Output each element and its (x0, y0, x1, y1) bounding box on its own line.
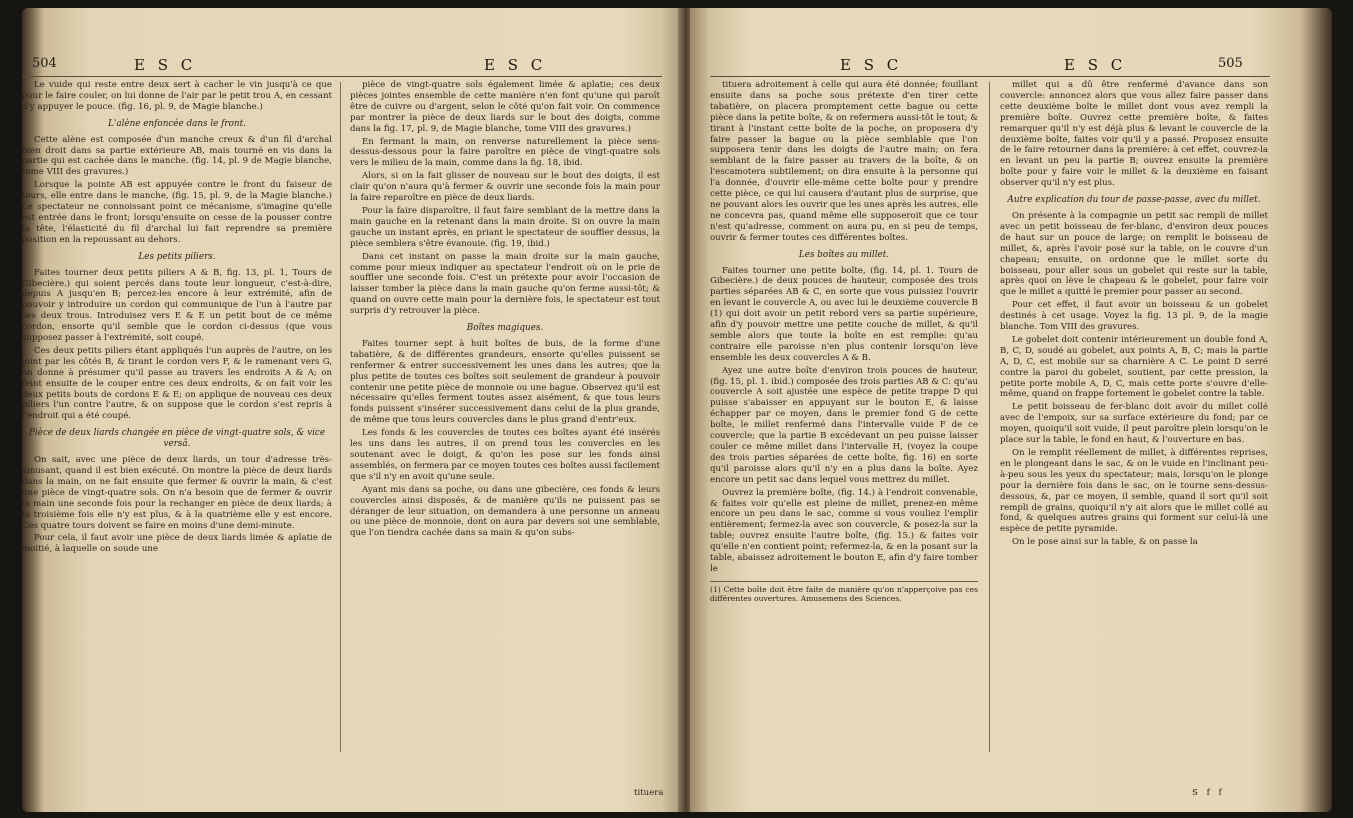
paragraph: millet qui a dû être renfermé d'avance dans son couvercle: annoncez alors que vous allez faire passer dans cette deuxième boîte le millet dont vous avez rempli la première boîte. Ouvrez cette première boîte, & faites remarquer qu'il n'y est déjà plus & levant le couvercle de la deuxième boîte, faites voir qu'il y a passé. Proposez ensuite de le faire retourner dans la première: à cet effet, couvrez-la en levant un peu la partie B; ouvrez ensuite la première boîte pour y faire voir le millet & la deuxième en faisant observer qu'il n'y est plus. (1000, 80, 1268, 189)
column-rule (989, 82, 990, 752)
header-rule (710, 76, 1270, 77)
paragraph: Lorsque la pointe AB est appuyée contre le front du faiseur de tours, elle entre dans le manche, (fig. 15, pl. 9, de la Magie blanche.) Le spectateur ne connoissant point ce mécanisme, s'imagine qu'elle est entrée dans le front; lorsqu'ensuite on cesse de la pousser contre la tête, l'élasticité du fil d'archal lui fait reprendre sa première position en la repoussant au dehors. (22, 180, 332, 245)
paragraph: On présente à la compagnie un petit sac rempli de millet avec un petit boisseau de fer-blanc, d'environ deux pouces de haut sur un pouce de large; on remplit le boisseau de millet, &, après l'avoir posé sur la table, on le couvre d'un chapeau; ensuite, on ordonne que le millet sorte du boisseau, pour aller sous un gobelet qui reste sur la table, après quoi on lève le chapeau & le gobelet, pour faire voir que le millet a quitté le premier pour passer au second. (1000, 210, 1268, 298)
paragraph: Les fonds & les couvercles de toutes ces boîtes ayant été insérés les uns dans les autres, il on prend tous les couvercles en les soutenant avec le doigt, & qu'on les pose sur les fonds ainsi assemblés, on fermera par ce moyen toutes ces boîtes aussi facilement que s'il n'y en avoit qu'une seule. (350, 428, 660, 482)
section-heading: Pièce de deux liards changée en pièce de vingt-quatre sols, & vice versâ. (28, 428, 326, 450)
paragraph: pièce de vingt-quatre sols également limée & aplatie; ces deux pièces jointes ensemble de cette manière n'en font qu'une qui paroît être de cuivre ou d'argent, selon le côté qu'on fait voir. On commence par montrer la pièce de deux liards sur le bout des doigts, comme dans la fig. 17, pl. 9, de Magie blanche, tome VIII des gravures.) (350, 80, 660, 134)
paragraph: On sait, avec une pièce de deux liards, un tour d'adresse très-amusant, quand il est bien exécuté. On montre la pièce de deux liards dans la main, on ne fait ensuite que fermer & ouvrir la main, & c'est une pièce de vingt-quatre sols. On n'a besoin que de fermer & ouvrir la main une seconde fois pour la rechanger en pièce de deux liards; à la troisième fois elle n'y est plus, & à la quatrième elle y est encore. Ces quatre tours doivent se faire en moins d'une demi-minute. (22, 455, 332, 531)
paragraph: Ces deux petits piliers étant appliqués l'un auprès de l'autre, on les joint par les côtés B, & tirant le cordon vers F, & le ramenant vers G, on donne à présumer qu'il passe au travers les endroits A & A; on feint ensuite de le couper entre ces deux endroits, & on fait voir les deux petits bouts de cordons E & E; on applique de nouveau ces deux piliers l'un contre l'autre, & on suppose que le cordon s'est repris à l'endroit qui a été coupé. (22, 345, 332, 422)
signature-mark: S f f (1192, 788, 1225, 798)
running-head: E S C (134, 56, 197, 74)
paragraph: Le gobelet doit contenir intérieurement un double fond A, B, C, D, soudé au gobelet, aux points A, B, C; mais la partie A, D, C, est mobile sur sa charnière A C. Le point D serré contre la paroi du gobelet, soutient, par cette pression, la petite porte mobile A, D, C, mais cette porte s'ouvre d'elle-même, quand on frappe fortement le gobelet contre la table. (1000, 334, 1268, 400)
paragraph: Le vuide qui reste entre deux sert à cacher le vin jusqu'à ce que pour le faire couler, on lui donne de l'air par le petit trou A, en cessant d'y appuyer le pouce. (fig. 16, pl. 9, de Magie blanche.) (22, 80, 332, 112)
paragraph: Pour cet effet, il faut avoir un boisseau & un gobelet destinés à cet usage. Voyez la fig. 13 pl. 9, de la magie blanche. Tom VIII des gravures. (1000, 300, 1268, 333)
text-column (1000, 80, 1268, 550)
running-head: E S C (840, 56, 903, 74)
section-heading: L'alène enfoncée dans le front. (108, 118, 246, 129)
paragraph: Pour cela, il faut avoir une pièce de deux liards limée & aplatie de moitié, à laquelle on soude une (22, 533, 332, 555)
text-column (22, 80, 332, 557)
paragraph: Faites tourner sept à huit boîtes de buis, de la forme d'une tabatière, & de différentes grandeurs, ensorte qu'elles puissent se renfermer & entrer successivement les unes dans les autres; que la plus petite de toutes ces boîtes soit seulement de grandeur à pouvoir contenir une petite pièce de monnoie ou une bague. Observez qu'il est nécessaire qu'elles ferment toutes assez aisément, & que tous leurs fonds puissent s'insérer successivement dans celui de la plus grande, de même que tous leurs couvercles dans le plus grand d'entr'eux. (350, 338, 660, 426)
open-book (22, 8, 1332, 812)
paragraph: Cette alène est composée d'un manche creux & d'un fil d'archal bien droit dans sa partie extérieure AB, mais tourné en vis dans la partie qui est cachée dans le manche. (fig. 14, pl. 9 de Magie blanche, tome VIII des gravures.) (22, 134, 332, 178)
paragraph: En fermant la main, on renverse naturellement la pièce sens-dessus-dessous pour la faire paroître en pièce de vingt-quatre sols vers le milieu de la main, comme dans la fig. 18, ibid. (350, 136, 660, 169)
page-number: 504 (32, 56, 57, 71)
text-column (710, 80, 978, 604)
running-head: E S C (1064, 56, 1127, 74)
running-head: E S C (484, 56, 547, 74)
paragraph: tituera adroitement à celle qui aura été donnée; fouillant ensuite dans sa poche sous prétexte d'en tirer cette tabatière, on placera promptement cette bague ou cette pièce dans la petite boîte, & on refermera aussi-tôt le tout; & tirant à l'instant cette boîte de la poche, on proposera d'y faire passer la bague ou la pièce semblable que l'on supposera tenir dans les doigts de l'autre main; on fera semblant de la faire passer au travers de la boîte, & on l'escamotera subtilement; on dira ensuite à la personne qui l'a donnée, d'ouvrir elle-même cette boîte pour y prendre cette pièce, ce qui lui causera d'autant plus de surprise, que ne pouvant alors les ouvrir que les unes après les autres, elle ne concevra pas, quand même elle supposeroit que ce tour n'est qu'adresse, comment on aura pu, en si peu de temps, ouvrir & fermer toutes ces différentes boîtes. (710, 80, 978, 243)
text-column (350, 80, 660, 541)
paragraph: On le remplit réellement de millet, à différentes reprises, en le plongeant dans le sac, & on le vuide en l'inclinant peu-à-peu sous les yeux du spectateur; mais, lorsqu'on le plonge pour la dernière fois dans le sac, on le tourne sens-dessus-dessous, &, par ce moyen, il semble, quand il sort qu'il soit rempli de grains, quoiqu'il n'y ait alors que le millet collé au fond, & quelques autres grains qui forment sur celui-là une espèce de petite pyramide. (1000, 448, 1268, 535)
section-heading: Les petits piliers. (138, 251, 216, 262)
paragraph: Faites tourner une petite boîte, (fig. 14, pl. 1. Tours de Gibecière.) de deux pouces de hauteur, composée des trois parties séparées AB & C, en sorte que vous puissiez l'ouvrir en levant le couvercle A, ou avec lui le deuxième couvercle B (1) qui doit avoir un petit rebord vers sa partie supérieure, afin d'y pouvoir mettre une petite couche de millet, & qu'il semble alors que toute la boîte en est remplie: qu'au contraire elle paroisse n'en plus contenir lorsqu'on lève ensemble les deux couvercles A & B. (710, 265, 978, 363)
paragraph: Ouvrez la première boîte, (fig. 14.) à l'endroit convenable, & faites voir qu'elle est pleine de millet, prenez-en même encore un peu dans le sac, comme si vous vouliez l'emplir entièrement; fermez-la avec son couvercle, & posez-la sur la table; ouvrez ensuite l'autre boîte, (fig. 15.) & faites voir qu'elle n'en contient point; refermez-la, & en la posant sur la table, abaissez adroitement le bouton E, afin d'y faire tomber le (710, 487, 978, 574)
left-page (22, 8, 682, 812)
paragraph: Ayant mis dans sa poche, ou dans une gibecière, ces fonds & leurs couvercles ainsi disposés, & de manière qu'ils ne puissent pas se déranger de leur situation, on demandera à une personne un anneau ou une pièce de monnoie, dont on aura par devers soi une semblable, que l'on tiendra cachée dans sa main & qu'on subs- (350, 484, 660, 539)
paragraph: Dans cet instant on passe la main droite sur la main gauche, comme pour mieux indiquer au spectateur l'endroit où on le prie de souffler une seconde fois. C'est un prétexte pour avoir l'occasion de laisser tomber la pièce dans la main gauche qu'on ferme aussi-tôt; & quand on ouvre cette main pour la dernière fois, le spectateur est tout surpris d'y retrouver la pièce. (350, 251, 660, 317)
header-rule (22, 76, 662, 77)
page-number: 505 (1218, 56, 1243, 71)
paragraph: On le pose ainsi sur la table, & on passe la (1012, 537, 1198, 548)
column-rule (340, 82, 341, 752)
paragraph: Ayez une autre boîte d'environ trois pouces de hauteur, (fig. 15, pl. 1. ibid.) composée des trois parties AB & C: qu'au couvercle A soit ajustée une espèce de petite trappe D qui puisse s'abaisser en appuyant sur le bouton E, & laisse échapper par ce moyen, dans le premier fond G de cette boîte, le millet renfermé dans l'intervalle vuide F de ce couvercle; que la partie B excédevant un peu puisse laisser couler ce même millet dans l'intervalle H, (voyez la coupe des trois parties séparées de cette boîte, fig. 16) en sorte qu'il paroisse alors qu'il n'y en a plus dans la boîte. Ayez encore un petit sac dans lequel vous mettrez du millet. (710, 365, 978, 485)
paragraph: Alors, si on la fait glisser de nouveau sur le bout des doigts, il est clair qu'on n'aura qu'à fermer & ouvrir une seconde fois la main pour la faire reparoître en pièce de deux liards. (350, 171, 660, 204)
right-page (690, 8, 1332, 812)
paragraph: Faites tourner deux petits piliers A & B, fig. 13, pl. 1, Tours de Gibecière.) qui soient percés dans toute leur longueur, c'est-à-dire, depuis A jusqu'en B; percez-les encore à leur extrémité, afin de pouvoir y introduire un cordon qui communique de l'un à l'autre par ses deux trous. Introduisez vers E & E un petit bout de ce même cordon, ensorte qu'il semble que le cordon ci-dessus (que vous supposez passer à l'extrémité, soit coupé. (22, 267, 332, 344)
section-heading: Boîtes magiques. (466, 323, 544, 334)
paragraph: Pour la faire disparoître, il faut faire semblant de la mettre dans la main gauche en la retenant dans la main droite. Si on ouvre la main gauche un instant après, en priant le spectateur de souffler dessus, la pièce semblera s'être évanouie. (fig. 19, ibid.) (350, 205, 660, 249)
section-heading: Autre explication du tour de passe-passe, avec du millet. (1007, 195, 1261, 206)
catchword: tituera (634, 788, 664, 798)
footnote: (1) Cette boîte doit être faite de manière qu'on n'apperçoive pas ces différentes ouvertures. Amusemens des Sciences. (710, 581, 978, 604)
paragraph: Le petit boisseau de fer-blanc doit avoir du millet collé avec de l'empoix, sur sa surface extérieure du fond; par ce moyen, quoiqu'il soit vuide, il peut paroître plein lorsqu'on le place sur la table, le fond en haut, & l'ouverture en bas. (1000, 402, 1268, 446)
section-heading: Les boîtes au millet. (798, 249, 890, 260)
